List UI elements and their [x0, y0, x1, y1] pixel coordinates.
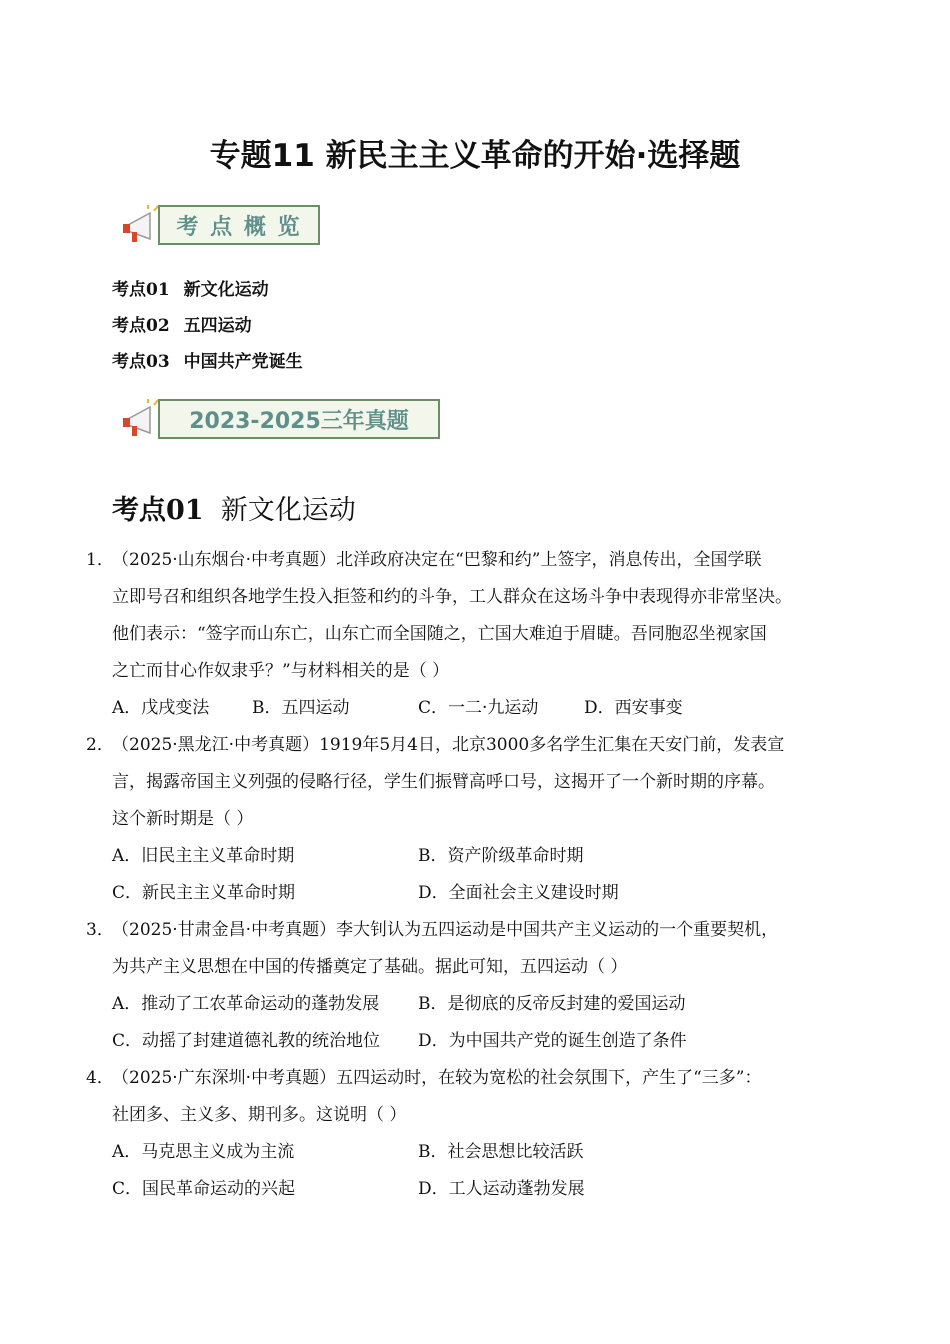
- option-c: C．一二·九运动: [418, 698, 539, 718]
- question-text: （2025·广东深圳·中考真题）五四运动时，在较为宽松的社会氛围下，产生了“三多”：: [112, 1068, 762, 1088]
- question-text: （2025·甘肃金昌·中考真题）李大钊认为五四运动是中国共产主义运动的一个重要契机，: [112, 920, 779, 940]
- option-a: A．马克思主义成为主流: [112, 1142, 295, 1162]
- option-row: [0, 1026, 950, 1063]
- option-c: C．动摇了封建道德礼教的统治地位: [112, 1031, 381, 1051]
- option-d: D．西安事变: [584, 698, 683, 718]
- question-1: 1． （2025·山东烟台·中考真题）北洋政府决定在“巴黎和约”上签字，消息传出，全国学联 立即号召和组织各地学生投入拒签和约的斗争，工人群众在这场斗争中表现得亦非常坚决。 他们表示：“签字而山东亡，山东亡而全国随之，亡国大难迫于眉睫。吾同胞忍坐视家国 之亡而甘心作奴隶乎？”与材料相关的是（ ） A．戊戌变法 B．五四运动 C．一二·九运动 D．西安事变: [0, 545, 950, 730]
- option-row: [0, 878, 950, 915]
- option-c: C．新民主主义革命时期: [112, 883, 296, 903]
- question-text: 社团多、主义多、期刊多。这说明（ ）: [112, 1105, 407, 1125]
- option-row: [0, 841, 950, 878]
- section-banner-overview: [120, 205, 320, 249]
- question-text: 之亡而甘心作奴隶乎？”与材料相关的是（ ）: [112, 661, 450, 681]
- option-row: [0, 1137, 950, 1174]
- question-text: 立即号召和组织各地学生投入拒签和约的斗争，工人群众在这场斗争中表现得亦非常坚决。: [112, 587, 792, 607]
- option-d: D．工人运动蓬勃发展: [418, 1179, 585, 1199]
- topic-list: [112, 278, 303, 386]
- banner-label: 2023-2025三年真题: [189, 408, 409, 434]
- option-d: D．全面社会主义建设时期: [418, 883, 619, 903]
- topic-item: 考点02 五四运动: [112, 316, 252, 336]
- option-a: A．戊戌变法: [112, 698, 210, 718]
- question-text: 为共产主义思想在中国的传播奠定了基础。据此可知，五四运动（ ）: [112, 957, 628, 977]
- topic-item: 考点01 新文化运动: [112, 280, 269, 300]
- question-3: 3． （2025·甘肃金昌·中考真题）李大钊认为五四运动是中国共产主义运动的一个重要契机， 为共产主义思想在中国的传播奠定了基础。据此可知，五四运动（ ） A．推动了工农革命运动的蓬勃发展 B．是彻底的反帝反封建的爱国运动 C．动摇了封建道德礼教的统治地位 D．为中国共产党的诞生创造了条件: [0, 915, 950, 1063]
- question-list: [0, 545, 950, 1211]
- option-row: [0, 989, 950, 1026]
- option-row: [0, 693, 950, 730]
- banner-label: 考 点 概 览: [176, 214, 302, 240]
- option-a: A．推动了工农革命运动的蓬勃发展: [112, 994, 380, 1014]
- section-banner-past-exams: [120, 399, 450, 443]
- topic-item: 考点03 中国共产党诞生: [112, 352, 303, 372]
- page-title: 专题11 新民主主义革命的开始·选择题: [209, 138, 741, 174]
- option-d: D．为中国共产党的诞生创造了条件: [418, 1031, 687, 1051]
- question-text: 他们表示：“签字而山东亡，山东亡而全国随之，亡国大难迫于眉睫。吾同胞忍坐视家国: [112, 624, 767, 644]
- option-b: B．资产阶级革命时期: [418, 846, 584, 866]
- option-row: [0, 1174, 950, 1211]
- question-2: 2． （2025·黑龙江·中考真题）1919年5月4日，北京3000多名学生汇集在天安门前，发表宣 言，揭露帝国主义列强的侵略行径，学生们振臂高呼口号，这揭开了一个新时期的序幕。 这个新时期是（ ） A．旧民主主义革命时期 B．资产阶级革命时期 C．新民主主义革命时期 D．全面社会主义建设时期: [0, 730, 950, 915]
- question-text: 言，揭露帝国主义列强的侵略行径，学生们振臂高呼口号，这揭开了一个新时期的序幕。: [112, 772, 775, 792]
- option-a: A．旧民主主义革命时期: [112, 846, 295, 866]
- question-text: （2025·山东烟台·中考真题）北洋政府决定在“巴黎和约”上签字，消息传出，全国学联: [112, 550, 762, 570]
- section-heading: 考点01 新文化运动: [112, 495, 356, 526]
- option-b: B．五四运动: [252, 698, 350, 718]
- question-text: （2025·黑龙江·中考真题）1919年5月4日，北京3000多名学生汇集在天安门前，发表宣: [112, 735, 785, 755]
- option-b: B．社会思想比较活跃: [418, 1142, 584, 1162]
- question-text: 这个新时期是（ ）: [112, 809, 254, 829]
- option-c: C．国民革命运动的兴起: [112, 1179, 296, 1199]
- banner-label-box: [158, 205, 320, 245]
- question-4: 4． （2025·广东深圳·中考真题）五四运动时，在较为宽松的社会氛围下，产生了“三多”： 社团多、主义多、期刊多。这说明（ ） A．马克思主义成为主流 B．社会思想比较活跃 C．国民革命运动的兴起 D．工人运动蓬勃发展: [0, 1063, 950, 1211]
- banner-label-box: [158, 399, 440, 439]
- option-b: B．是彻底的反帝反封建的爱国运动: [418, 994, 686, 1014]
